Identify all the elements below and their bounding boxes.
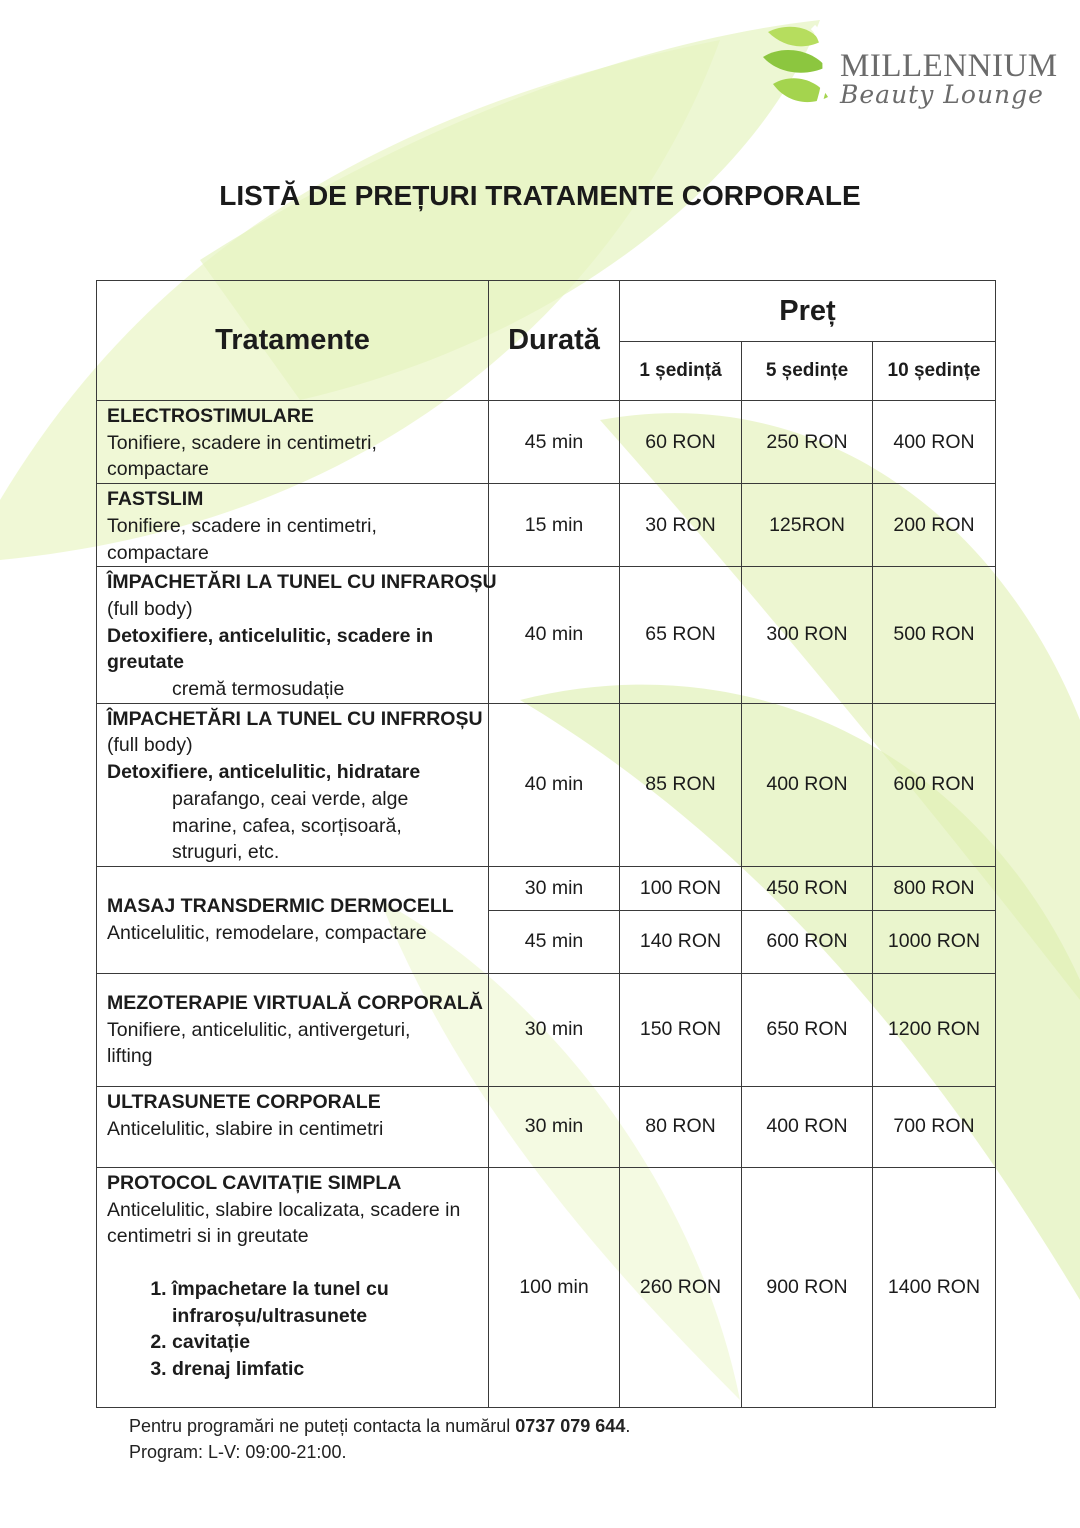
duration-cell: 45 min [489, 910, 620, 973]
treatment-name: ÎMPACHETĂRI LA TUNEL CU INFRROȘU [107, 707, 483, 730]
treatment-benefits: Detoxifiere, anticelulitic, scadere in [107, 624, 434, 647]
price-10-cell: 700 RON [873, 1086, 996, 1167]
page-title: LISTĂ DE PREȚURI TRATAMENTE CORPORALE [219, 180, 861, 211]
treatment-cell [97, 973, 489, 1086]
price-10-cell: 1000 RON [873, 910, 996, 973]
treatment-cell [97, 1086, 489, 1167]
spacer [107, 1250, 478, 1276]
price-1-cell: 80 RON [620, 1086, 742, 1167]
col-header-treatments: Tratamente [97, 281, 489, 401]
treatment-cell [97, 567, 497, 704]
treatment-name: MEZOTERAPIE VIRTUALĂ CORPORALĂ [107, 991, 483, 1014]
treatment-name: PROTOCOL CAVITAȚIE SIMPLA [107, 1171, 402, 1194]
price-1-cell: 65 RON [620, 567, 742, 704]
duration-cell: 30 min [489, 973, 620, 1086]
col-header-10-sessions: 10 ședințe [873, 342, 996, 401]
treatment-desc: centimetri si in greutate [107, 1225, 309, 1248]
treatment-desc: Anticelulitic, remodelare, compactare [107, 921, 427, 944]
price-10-cell: 200 RON [873, 484, 996, 567]
treatment-name: ULTRASUNETE CORPORALE [107, 1090, 381, 1113]
duration-cell: 40 min [489, 567, 620, 704]
treatment-name: FASTSLIM [107, 488, 204, 511]
col-header-price: Preț [620, 281, 996, 342]
table-row [97, 484, 996, 567]
table-row [97, 1086, 996, 1167]
price-1-cell: 140 RON [620, 910, 742, 973]
treatment-cell [97, 401, 489, 484]
list-item: 3. drenaj limfatic [172, 1356, 478, 1383]
treatment-cell [97, 703, 489, 866]
duration-cell: 30 min [489, 1086, 620, 1167]
price-10-cell: 400 RON [873, 401, 996, 484]
price-table [96, 280, 996, 1408]
phone-number[interactable]: 0737 079 644 [515, 1416, 626, 1436]
treatment-benefits: greutate [107, 651, 184, 674]
treatment-desc: compactare [107, 541, 209, 564]
treatment-cell [97, 484, 489, 567]
treatment-ingredients: struguri, etc. [172, 841, 280, 864]
price-5-cell: 450 RON [742, 866, 873, 910]
table-row [97, 703, 996, 866]
col-header-duration: Durată [489, 281, 620, 401]
treatment-desc: Tonifiere, anticelulitic, antivergeturi, [107, 1018, 411, 1041]
price-1-cell: 30 RON [620, 484, 742, 567]
treatment-desc: Tonifiere, scadere in centimetri, [107, 514, 377, 537]
duration-cell: 30 min [489, 866, 620, 910]
treatment-name: ELECTROSTIMULARE [107, 405, 314, 427]
price-1-cell: 150 RON [620, 973, 742, 1086]
contact-text: Pentru programări ne puteți contacta la numărul [129, 1416, 516, 1436]
price-5-cell: 400 RON [742, 1086, 873, 1167]
price-10-cell: 600 RON [873, 703, 996, 866]
treatment-name: ÎMPACHETĂRI LA TUNEL CU INFRAROȘU [107, 571, 497, 594]
list-item [172, 1276, 478, 1329]
price-5-cell: 600 RON [742, 910, 873, 973]
treatment-desc: Anticelulitic, slabire in centimetri [107, 1117, 384, 1140]
treatment-cell [97, 1167, 489, 1407]
col-header-1-session: 1 ședință [620, 342, 742, 401]
brand-tagline: Beauty Lounge [840, 80, 1044, 109]
price-10-cell: 1400 RON [873, 1167, 996, 1407]
step-text: împachetare la tunel cu [172, 1278, 389, 1301]
duration-cell: 45 min [489, 401, 620, 484]
duration-cell: 100 min [489, 1167, 620, 1407]
duration-cell: 40 min [489, 703, 620, 866]
treatment-sub: (full body) [107, 597, 193, 620]
treatment-desc: Anticelulitic, slabire localizata, scadere in [107, 1198, 461, 1221]
duration-cell: 15 min [489, 484, 620, 567]
price-5-cell: 650 RON [742, 973, 873, 1086]
price-10-cell: 800 RON [873, 866, 996, 910]
protocol-steps [107, 1276, 478, 1383]
footer-contact [129, 1413, 630, 1465]
price-5-cell: 300 RON [742, 567, 873, 704]
price-10-cell: 500 RON [873, 567, 996, 704]
price-5-cell: 250 RON [742, 401, 873, 484]
contact-period: . [625, 1416, 631, 1436]
treatment-ingredients: marine, cafea, scorțisoară, [172, 814, 402, 837]
list-item: 2. cavitație [172, 1329, 478, 1356]
price-5-cell: 900 RON [742, 1167, 873, 1407]
price-5-cell: 400 RON [742, 703, 873, 866]
treatment-desc: lifting [107, 1045, 153, 1068]
treatment-benefits: Detoxifiere, anticelulitic, hidratare [107, 761, 421, 784]
table-row [97, 1167, 996, 1407]
leaf-logo-icon [758, 22, 848, 117]
table-row [97, 401, 996, 484]
price-1-cell: 100 RON [620, 866, 742, 910]
table-row [97, 567, 996, 704]
price-1-cell: 260 RON [620, 1167, 742, 1407]
brand-name: MILLENNIUM [840, 48, 1058, 84]
treatment-sub: (full body) [107, 734, 193, 757]
treatment-ingredients: parafango, ceai verde, alge [172, 787, 409, 810]
price-1-cell: 85 RON [620, 703, 742, 866]
table-row [97, 866, 996, 910]
col-header-5-sessions: 5 ședințe [742, 342, 873, 401]
treatment-name: MASAJ TRANSDERMIC DERMOCELL [107, 895, 454, 918]
step-text: infraroșu/ultrasunete [172, 1304, 368, 1327]
schedule-text: Program: L-V: 09:00-21:00. [129, 1442, 347, 1462]
treatment-desc: Tonifiere, scadere in centimetri, [107, 431, 377, 454]
price-5-cell: 125RON [742, 484, 873, 567]
brand-logo [758, 22, 1058, 117]
price-1-cell: 60 RON [620, 401, 742, 484]
price-10-cell: 1200 RON [873, 973, 996, 1086]
treatment-ingredients: cremă termosudație [172, 678, 345, 701]
table-row [97, 973, 996, 1086]
treatment-cell [97, 866, 489, 973]
treatment-desc: compactare [107, 458, 209, 481]
